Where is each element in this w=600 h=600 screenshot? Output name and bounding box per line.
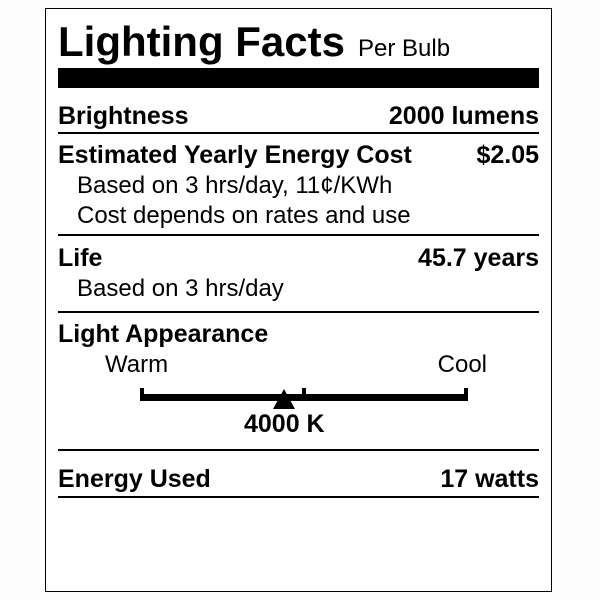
label-header [58, 9, 539, 68]
life-value: 45.7 years [418, 244, 539, 272]
energy-cost-section [58, 134, 539, 236]
lighting-facts-label [45, 8, 552, 592]
energy-used-label: Energy Used [58, 465, 211, 493]
brightness-row [58, 100, 539, 132]
scale-right-endcap [464, 388, 468, 401]
brightness-value: 2000 lumens [388, 102, 539, 130]
color-temperature-endpoints [58, 350, 539, 380]
light-appearance-label: Light Appearance [58, 320, 269, 348]
life-section [58, 236, 539, 313]
energy-cost-note-disclaimer: Cost depends on rates and use [77, 202, 411, 229]
kelvin-value-row [140, 409, 468, 439]
energy-cost-note-basis: Based on 3 hrs/day, 11¢/KWh [77, 172, 393, 199]
energy-used-value: 17 watts [440, 465, 539, 493]
light-appearance-section [58, 313, 539, 451]
warm-label: Warm [105, 351, 169, 378]
kelvin-value: 4000 K [244, 410, 325, 438]
life-label: Life [58, 244, 103, 272]
light-appearance-row [58, 318, 539, 350]
cool-label: Cool [437, 351, 487, 378]
color-temperature-scale [140, 388, 468, 409]
energy-cost-label: Estimated Yearly Energy Cost [58, 141, 412, 169]
label-title: Lighting Facts [58, 18, 345, 65]
life-note-basis: Based on 3 hrs/day [77, 275, 284, 302]
color-temperature-marker-icon [273, 389, 295, 409]
brightness-label: Brightness [58, 102, 189, 130]
brightness-section [58, 88, 539, 134]
energy-cost-row [58, 139, 539, 171]
label-subtitle: Per Bulb [358, 35, 451, 62]
energy-used-row [58, 463, 539, 495]
scale-midpoint-tick [302, 388, 306, 401]
scale-left-endcap [140, 388, 144, 401]
title-separator-bar [58, 68, 539, 88]
energy-cost-value: $2.05 [476, 141, 539, 169]
life-row [58, 242, 539, 274]
energy-used-section [58, 451, 539, 498]
